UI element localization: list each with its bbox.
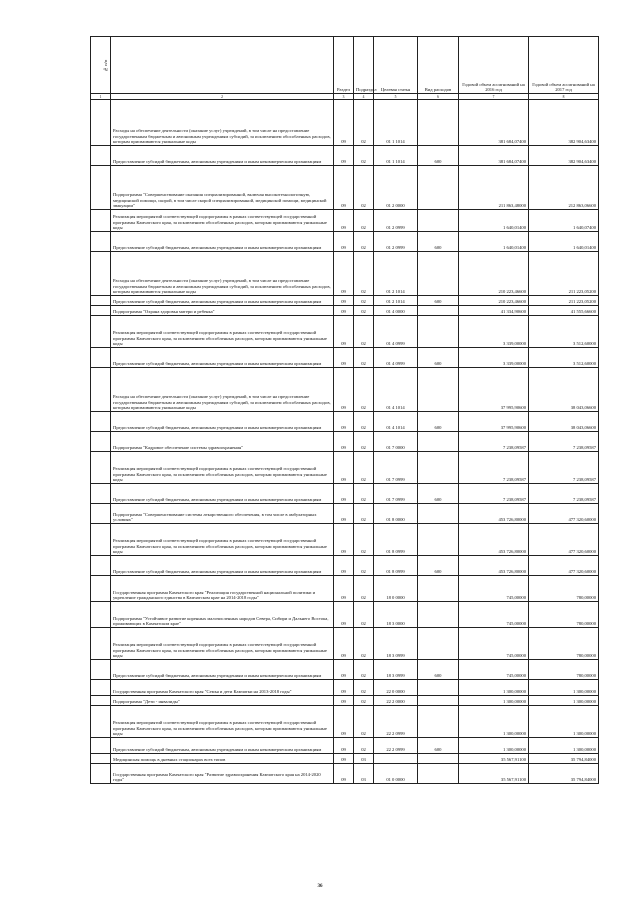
volume-2017-cell: 780,00000 — [529, 660, 599, 680]
col-number: 4 — [354, 94, 374, 100]
expense-type-cell — [418, 696, 459, 706]
article-cell: 01 7 0000 — [374, 432, 418, 452]
table-row — [91, 210, 599, 232]
expense-type-cell — [418, 680, 459, 696]
expense-type-cell — [418, 252, 459, 296]
name-cell: Предоставление субсидий бюджетным, автономным учреждениям и иным некоммерческим организациям — [111, 660, 334, 680]
table-row — [91, 306, 599, 316]
name-cell: Подпрограмма "Дети - инвалиды" — [111, 696, 334, 706]
subsection-cell: 02 — [354, 660, 374, 680]
volume-2017-cell: 477 320,60000 — [529, 556, 599, 576]
num-cell — [91, 576, 111, 602]
name-cell: Государственная программа Камчатского края "Развитие здравоохранения Камчатского края на 2014-2020 годы" — [111, 764, 334, 784]
num-cell — [91, 432, 111, 452]
table-row — [91, 100, 599, 146]
expense-type-cell — [418, 764, 459, 784]
name-cell: Реализация мероприятий соответствующей подпрограммы в рамках соответствующей государственной программы Камчатского края, за исключением обособленных расходов, которым присваиваются уникальные коды — [111, 524, 334, 556]
volume-2017-cell: 382 904,63400 — [529, 100, 599, 146]
table-row — [91, 602, 599, 628]
subsection-cell: 02 — [354, 296, 374, 306]
num-cell — [91, 602, 111, 628]
table-row — [91, 696, 599, 706]
subsection-cell: 02 — [354, 706, 374, 738]
article-cell: 01 2 1014 — [374, 252, 418, 296]
num-cell — [91, 754, 111, 764]
volume-2017-cell: 477 320,60000 — [529, 504, 599, 524]
article-cell: 01 4 0999 — [374, 348, 418, 368]
article-cell: 01 8 0999 — [374, 556, 418, 576]
section-cell: 09 — [334, 252, 354, 296]
header-section: Раздел — [334, 37, 354, 94]
subsection-cell: 02 — [354, 306, 374, 316]
volume-2017-cell: 780,00000 — [529, 628, 599, 660]
col-number: 2 — [111, 94, 334, 100]
volume-2016-cell: 1 300,00000 — [459, 706, 529, 738]
section-cell: 09 — [334, 316, 354, 348]
table-row — [91, 504, 599, 524]
section-cell: 09 — [334, 348, 354, 368]
volume-2016-cell: 1 640,01400 — [459, 232, 529, 252]
article-cell: 01 2 0999 — [374, 210, 418, 232]
article-cell: 01 4 1014 — [374, 412, 418, 432]
subsection-cell: 02 — [354, 504, 374, 524]
num-cell — [91, 348, 111, 368]
name-cell: Реализация мероприятий соответствующей подпрограммы в рамках соответствующей государственной программы Камчатского края, за исключением обособленных расходов, которым присваиваются уникальные коды — [111, 210, 334, 232]
volume-2016-cell: 381 684,07400 — [459, 100, 529, 146]
volume-2016-cell: 453 726,80000 — [459, 556, 529, 576]
section-cell: 09 — [334, 680, 354, 696]
article-cell: 01 8 0000 — [374, 504, 418, 524]
section-cell: 09 — [334, 602, 354, 628]
volume-2017-cell: 382 904,63400 — [529, 146, 599, 166]
name-cell: Реализация мероприятий соответствующей подпрограммы в рамках соответствующей государственной программы Камчатского края, за исключением обособленных расходов, которым присваиваются уникальные коды — [111, 706, 334, 738]
expense-type-cell: 600 — [418, 412, 459, 432]
section-cell: 09 — [334, 146, 354, 166]
section-cell: 09 — [334, 100, 354, 146]
section-cell: 09 — [334, 484, 354, 504]
volume-2017-cell: 41 555,66600 — [529, 306, 599, 316]
article-cell: 01 8 0999 — [374, 524, 418, 556]
num-cell — [91, 524, 111, 556]
header-volume-2016: Годовой объем ассигнований на 2016 год — [459, 37, 529, 94]
expense-type-cell — [418, 452, 459, 484]
subsection-cell: 02 — [354, 738, 374, 754]
article-cell: 18 3 0000 — [374, 602, 418, 628]
table-row — [91, 252, 599, 296]
volume-2016-cell: 7 238,09587 — [459, 452, 529, 484]
table-row — [91, 348, 599, 368]
expense-type-cell — [418, 504, 459, 524]
name-cell: Подпрограмма "Охрана здоровья матери и ребенка" — [111, 306, 334, 316]
name-cell: Медицинская помощь в дневных стационарах всех типов — [111, 754, 334, 764]
name-cell: Подпрограмма "Совершенствование оказания специализированной, включая высокотехнологичную, медицинской помощи, скорой, в том числе скорой специализированной, медицинской помощи, медицинской эвакуации" — [111, 166, 334, 210]
subsection-cell: 02 — [354, 602, 374, 628]
volume-2017-cell: 7 238,09587 — [529, 452, 599, 484]
expense-type-cell — [418, 432, 459, 452]
name-cell: Расходы на обеспечение деятельности (оказание услуг) учреждений, в том числе на предоставление государственным бюджетным и автономным учреждениям субсидий, за исключением обособленных расходов, которым присваиваются уникальные коды — [111, 252, 334, 296]
section-cell: 09 — [334, 764, 354, 784]
volume-2017-cell: 35 794,84000 — [529, 764, 599, 784]
section-cell: 09 — [334, 504, 354, 524]
volume-2016-cell: 1 300,00000 — [459, 680, 529, 696]
header-volume-2017: Годовой объем ассигнований на 2017 год — [529, 37, 599, 94]
num-cell — [91, 316, 111, 348]
volume-2016-cell: 35 567,91100 — [459, 754, 529, 764]
article-cell: 01 7 0999 — [374, 484, 418, 504]
section-cell: 09 — [334, 368, 354, 412]
section-cell: 09 — [334, 628, 354, 660]
num-cell — [91, 412, 111, 432]
article-cell: 01 4 0000 — [374, 306, 418, 316]
volume-2016-cell: 210 223,46600 — [459, 252, 529, 296]
article-cell: 01 2 1014 — [374, 296, 418, 306]
name-cell: Предоставление субсидий бюджетным, автономным учреждениям и иным некоммерческим организациям — [111, 232, 334, 252]
article-cell: 18 0 0000 — [374, 576, 418, 602]
volume-2017-cell: 1 300,00000 — [529, 680, 599, 696]
article-cell: 01 4 1014 — [374, 368, 418, 412]
num-cell — [91, 306, 111, 316]
expense-type-cell — [418, 368, 459, 412]
expense-type-cell: 600 — [418, 146, 459, 166]
name-cell: Подпрограмма "Кадровое обеспечение системы здравоохранения" — [111, 432, 334, 452]
volume-2017-cell: 1 640,01400 — [529, 232, 599, 252]
section-cell: 09 — [334, 232, 354, 252]
table-row — [91, 628, 599, 660]
subsection-cell: 02 — [354, 432, 374, 452]
article-cell — [374, 754, 418, 764]
section-cell: 09 — [334, 576, 354, 602]
subsection-cell: 02 — [354, 368, 374, 412]
section-cell: 09 — [334, 738, 354, 754]
num-cell — [91, 660, 111, 680]
subsection-cell: 02 — [354, 210, 374, 232]
table-row — [91, 146, 599, 166]
expense-type-cell: 600 — [418, 738, 459, 754]
section-cell: 09 — [334, 296, 354, 306]
table-row — [91, 556, 599, 576]
table-row — [91, 484, 599, 504]
volume-2017-cell: 35 794,84000 — [529, 754, 599, 764]
num-cell — [91, 556, 111, 576]
table-body — [91, 100, 599, 784]
section-cell: 09 — [334, 706, 354, 738]
name-cell: Предоставление субсидий бюджетным, автономным учреждениям и иным некоммерческим организациям — [111, 412, 334, 432]
volume-2017-cell: 1 300,00000 — [529, 696, 599, 706]
article-cell: 01 4 0999 — [374, 316, 418, 348]
expense-type-cell: 600 — [418, 296, 459, 306]
col-number: 7 — [459, 94, 529, 100]
name-cell: Предоставление субсидий бюджетным, автономным учреждениям и иным некоммерческим организациям — [111, 296, 334, 306]
num-cell — [91, 166, 111, 210]
name-cell: Государственная программа Камчатского края "Семья и дети Камчатки на 2013-2018 годы" — [111, 680, 334, 696]
header-expense-type: Вид расходов — [418, 37, 459, 94]
header-num: № п/п — [91, 37, 111, 94]
volume-2016-cell: 3 339,00000 — [459, 348, 529, 368]
volume-2016-cell: 1 300,00000 — [459, 696, 529, 706]
num-cell — [91, 764, 111, 784]
volume-2016-cell: 37 995,90600 — [459, 412, 529, 432]
header-subsection: Подраздел — [354, 37, 374, 94]
volume-2016-cell: 745,00000 — [459, 576, 529, 602]
table-row — [91, 660, 599, 680]
table-row — [91, 754, 599, 764]
volume-2016-cell: 7 238,09587 — [459, 484, 529, 504]
article-cell: 18 3 0999 — [374, 660, 418, 680]
subsection-cell: 02 — [354, 452, 374, 484]
name-cell: Расходы на обеспечение деятельности (оказание услуг) учреждений, в том числе на предоставление государственным бюджетным и автономным учреждениям субсидий, за исключением обособленных расходов, которым присваиваются уникальные коды — [111, 100, 334, 146]
expense-type-cell — [418, 602, 459, 628]
article-cell: 22 0 0000 — [374, 680, 418, 696]
col-number: 1 — [91, 94, 111, 100]
subsection-cell: 02 — [354, 232, 374, 252]
volume-2017-cell: 211 223,05200 — [529, 252, 599, 296]
header-row — [91, 37, 599, 94]
col-number: 6 — [418, 94, 459, 100]
subsection-cell: 02 — [354, 680, 374, 696]
name-cell: Подпрограмма "Устойчивое развитие коренных малочисленных народов Севера, Сибири и Дальнего Востока, проживающих в Камчатском крае" — [111, 602, 334, 628]
num-cell — [91, 210, 111, 232]
num-cell — [91, 452, 111, 484]
volume-2017-cell: 7 238,09587 — [529, 432, 599, 452]
volume-2017-cell: 477 320,60000 — [529, 524, 599, 556]
volume-2017-cell: 1 300,00000 — [529, 738, 599, 754]
col-number: 5 — [374, 94, 418, 100]
expense-type-cell — [418, 100, 459, 146]
num-cell — [91, 504, 111, 524]
table-row — [91, 316, 599, 348]
num-cell — [91, 232, 111, 252]
volume-2016-cell: 453 726,80000 — [459, 524, 529, 556]
subsection-cell: 02 — [354, 412, 374, 432]
name-cell: Государственная программа Камчатского края "Реализация государственной национальной политики и укрепление гражданского единства в Камчатском крае на 2014-2018 годы" — [111, 576, 334, 602]
name-cell: Расходы на обеспечение деятельности (оказание услуг) учреждений, в том числе на предоставление государственным бюджетным и автономным учреждениям субсидий, за исключением обособленных расходов, которым присваиваются уникальные коды — [111, 368, 334, 412]
num-cell — [91, 146, 111, 166]
expense-type-cell — [418, 576, 459, 602]
article-cell: 01 0 0000 — [374, 764, 418, 784]
num-cell — [91, 368, 111, 412]
header-name — [111, 37, 334, 94]
table-row — [91, 296, 599, 306]
volume-2016-cell: 41 334,90600 — [459, 306, 529, 316]
name-cell: Реализация мероприятий соответствующей подпрограммы в рамках соответствующей государственной программы Камчатского края, за исключением обособленных расходов, которым присваиваются уникальные коды — [111, 316, 334, 348]
subsection-cell: 02 — [354, 696, 374, 706]
subsection-cell: 02 — [354, 524, 374, 556]
section-cell: 09 — [334, 166, 354, 210]
num-cell — [91, 696, 111, 706]
table-row — [91, 452, 599, 484]
section-cell: 09 — [334, 696, 354, 706]
expense-type-cell — [418, 524, 459, 556]
num-cell — [91, 484, 111, 504]
table-row — [91, 680, 599, 696]
table-row — [91, 576, 599, 602]
header-article: Целевая статья — [374, 37, 418, 94]
expense-type-cell: 600 — [418, 484, 459, 504]
name-cell: Реализация мероприятий соответствующей подпрограммы в рамках соответствующей государственной программы Камчатского края, за исключением обособленных расходов, которым присваиваются уникальные коды — [111, 452, 334, 484]
col-number: 3 — [334, 94, 354, 100]
section-cell: 09 — [334, 660, 354, 680]
expense-type-cell: 600 — [418, 660, 459, 680]
table-row — [91, 232, 599, 252]
name-cell: Предоставление субсидий бюджетным, автономным учреждениям и иным некоммерческим организациям — [111, 738, 334, 754]
table-row — [91, 524, 599, 556]
name-cell: Подпрограмма "Совершенствование системы лекарственного обеспечения, в том числе в амбулаторных условиях" — [111, 504, 334, 524]
expense-type-cell — [418, 306, 459, 316]
section-cell: 09 — [334, 412, 354, 432]
table-row — [91, 166, 599, 210]
num-cell — [91, 296, 111, 306]
num-cell — [91, 706, 111, 738]
volume-2017-cell: 780,00000 — [529, 602, 599, 628]
volume-2016-cell: 1 640,01400 — [459, 210, 529, 232]
volume-2016-cell: 745,00000 — [459, 602, 529, 628]
volume-2017-cell: 211 223,05200 — [529, 296, 599, 306]
name-cell: Предоставление субсидий бюджетным, автономным учреждениям и иным некоммерческим организациям — [111, 146, 334, 166]
name-cell: Предоставление субсидий бюджетным, автономным учреждениям и иным некоммерческим организациям — [111, 556, 334, 576]
name-cell: Реализация мероприятий соответствующей подпрограммы в рамках соответствующей государственной программы Камчатского края, за исключением обособленных расходов, которым присваиваются уникальные коды — [111, 628, 334, 660]
expense-type-cell: 600 — [418, 232, 459, 252]
volume-2017-cell: 1 640,07400 — [529, 210, 599, 232]
expense-type-cell — [418, 210, 459, 232]
expense-type-cell: 600 — [418, 348, 459, 368]
table-row — [91, 738, 599, 754]
section-cell: 09 — [334, 432, 354, 452]
expense-type-cell — [418, 706, 459, 738]
article-cell: 01 1 1014 — [374, 146, 418, 166]
subsection-cell: 03 — [354, 764, 374, 784]
subsection-cell: 02 — [354, 628, 374, 660]
subsection-cell: 03 — [354, 754, 374, 764]
num-cell — [91, 680, 111, 696]
expense-type-cell: 600 — [418, 556, 459, 576]
volume-2016-cell: 453 726,80000 — [459, 504, 529, 524]
article-cell: 01 2 0000 — [374, 166, 418, 210]
volume-2017-cell: 7 238,09587 — [529, 484, 599, 504]
volume-2017-cell: 1 300,00000 — [529, 706, 599, 738]
article-cell: 18 3 0999 — [374, 628, 418, 660]
subsection-cell: 02 — [354, 252, 374, 296]
section-cell: 09 — [334, 306, 354, 316]
section-cell: 09 — [334, 556, 354, 576]
subsection-cell: 02 — [354, 576, 374, 602]
volume-2017-cell: 3 512,60000 — [529, 348, 599, 368]
subsection-cell: 02 — [354, 100, 374, 146]
expense-type-cell — [418, 754, 459, 764]
num-cell — [91, 628, 111, 660]
expense-type-cell — [418, 316, 459, 348]
subsection-cell: 02 — [354, 556, 374, 576]
name-cell: Предоставление субсидий бюджетным, автономным учреждениям и иным некоммерческим организациям — [111, 484, 334, 504]
volume-2016-cell: 381 684,07400 — [459, 146, 529, 166]
expense-type-cell — [418, 166, 459, 210]
volume-2016-cell: 3 339,00000 — [459, 316, 529, 348]
volume-2016-cell: 211 863,48000 — [459, 166, 529, 210]
article-cell: 22 2 0000 — [374, 696, 418, 706]
section-cell: 09 — [334, 210, 354, 232]
expense-type-cell — [418, 628, 459, 660]
article-cell: 01 1 1014 — [374, 100, 418, 146]
volume-2016-cell: 35 567,91100 — [459, 764, 529, 784]
subsection-cell: 02 — [354, 316, 374, 348]
num-cell — [91, 100, 111, 146]
table-row — [91, 706, 599, 738]
volume-2017-cell: 38 043,06600 — [529, 368, 599, 412]
article-cell: 01 7 0999 — [374, 452, 418, 484]
col-number: 8 — [529, 94, 599, 100]
section-cell: 09 — [334, 452, 354, 484]
volume-2016-cell: 210 223,46600 — [459, 296, 529, 306]
num-cell — [91, 738, 111, 754]
volume-2016-cell: 7 238,09587 — [459, 432, 529, 452]
article-cell: 01 2 0999 — [374, 232, 418, 252]
volume-2017-cell: 3 512,60000 — [529, 316, 599, 348]
name-cell: Предоставление субсидий бюджетным, автономным учреждениям и иным некоммерческим организациям — [111, 348, 334, 368]
table-row — [91, 432, 599, 452]
section-cell: 09 — [334, 524, 354, 556]
volume-2016-cell: 1 300,00000 — [459, 738, 529, 754]
volume-2017-cell: 212 863,06600 — [529, 166, 599, 210]
budget-table — [90, 36, 599, 784]
table-row — [91, 412, 599, 432]
volume-2016-cell: 37 995,90600 — [459, 368, 529, 412]
article-cell: 22 2 0999 — [374, 706, 418, 738]
article-cell: 22 2 0999 — [374, 738, 418, 754]
subsection-cell: 02 — [354, 166, 374, 210]
subsection-cell: 02 — [354, 146, 374, 166]
volume-2017-cell: 780,00000 — [529, 576, 599, 602]
subsection-cell: 02 — [354, 484, 374, 504]
table-row — [91, 764, 599, 784]
num-cell — [91, 252, 111, 296]
table-row — [91, 368, 599, 412]
volume-2016-cell: 745,00000 — [459, 660, 529, 680]
volume-2016-cell: 745,00000 — [459, 628, 529, 660]
subsection-cell: 02 — [354, 348, 374, 368]
section-cell: 09 — [334, 754, 354, 764]
volume-2017-cell: 38 043,06600 — [529, 412, 599, 432]
page-number: 36 — [317, 884, 323, 889]
